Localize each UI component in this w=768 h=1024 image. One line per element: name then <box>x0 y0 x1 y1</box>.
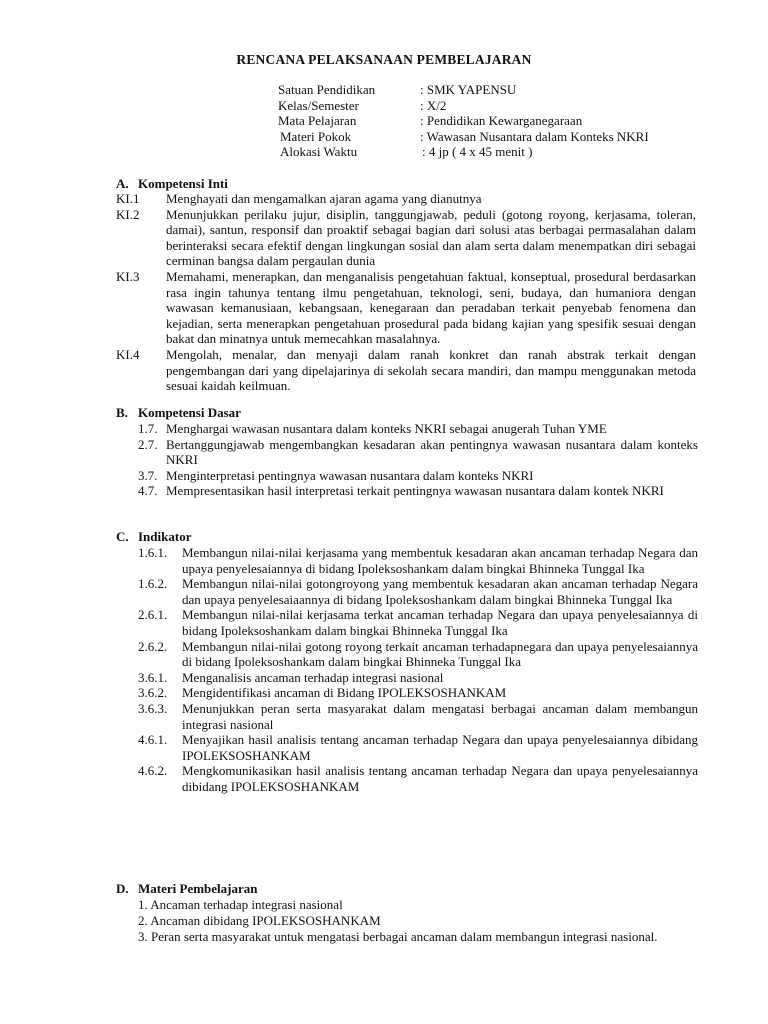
materi-item: 2. Ancaman dibidang IPOLEKSOSHANKAM <box>138 913 381 928</box>
identity-label: Materi Pokok <box>280 128 352 144</box>
item-text: Menganalisis ancaman terhadap integrasi nasional <box>182 669 444 685</box>
item-text: Menunjukkan peran serta masyarakat dalam mengatasi berbagai ancaman dalam membangun integrasi nasional <box>182 700 698 732</box>
item-number: 4.6.2. <box>138 763 168 779</box>
item-text: Menginterpretasi pentingnya wawasan nusantara dalam konteks NKRI <box>166 467 534 483</box>
list-item <box>138 701 698 732</box>
section-letter: A. <box>116 176 129 191</box>
identity-row <box>278 98 649 114</box>
list-item <box>138 576 698 607</box>
list-item <box>116 191 696 207</box>
list-item <box>138 639 698 670</box>
list-item <box>138 670 698 686</box>
item-number: 3.6.1. <box>138 669 168 685</box>
kompetensi-dasar-list <box>138 421 698 499</box>
item-text: Menghargai wawasan nusantara dalam konteks NKRI sebagai anugerah Tuhan YME <box>166 421 607 436</box>
list-item <box>138 685 698 701</box>
list-item <box>138 607 698 638</box>
list-item <box>138 468 698 484</box>
item-number: 1.6.1. <box>138 545 168 560</box>
item-number: 1.6.2. <box>138 576 168 592</box>
item-text: Mempresentasikan hasil interpretasi terkait pentingnya wawasan nusantara dalam kontek NKRI <box>166 483 664 499</box>
materi-item: 1. Ancaman terhadap integrasi nasional <box>138 897 343 912</box>
section-title: Kompetensi Dasar <box>138 405 241 420</box>
kompetensi-inti-list <box>116 191 696 394</box>
item-number: 3.7. <box>138 467 158 483</box>
ki-code: KI.4 <box>116 346 140 362</box>
item-text: Menyajikan hasil analisis tentang ancaman terhadap Negara dan upaya penyelesaiannya dibidang IPOLEKSOSHANKAM <box>182 732 698 763</box>
list-item <box>138 545 698 576</box>
identity-row <box>278 144 649 160</box>
identity-label: Satuan Pendidikan <box>278 82 376 97</box>
identity-row <box>278 129 649 145</box>
section-c-heading <box>116 529 191 545</box>
identity-value: : X/2 <box>420 97 447 113</box>
identity-value: : 4 jp ( 4 x 45 menit ) <box>422 144 533 160</box>
identity-value: : Pendidikan Kewarganegaraan <box>420 113 583 129</box>
ki-code: KI.2 <box>116 206 140 222</box>
section-letter: C. <box>116 529 129 544</box>
ki-code: KI.1 <box>116 191 140 206</box>
document-title: RENCANA PELAKSANAAN PEMBELAJARAN <box>236 52 532 67</box>
item-text: Membangun nilai-nilai gotongroyong yang membentuk kesadaran akan ancaman terhadap Negara dan upaya penyelesaiaannya di bidang Ipoleksoshankam dalam bingkai Bhinneka Tunggal Ika <box>182 576 698 607</box>
identity-label: Kelas/Semester <box>278 97 359 113</box>
list-item <box>138 483 698 499</box>
section-b-heading <box>116 405 241 421</box>
section-title: Kompetensi Inti <box>138 176 228 191</box>
ki-text: Mengolah, menalar, dan menyaji dalam ranah konkret dan ranah abstrak terkait dengan pengembangan dari yang dipelajarinya di sekolah secara mandiri, dan mampu menggunakan metoda sesuai kaidah keilmuan. <box>166 346 696 394</box>
section-letter: D. <box>116 881 129 896</box>
item-text: Membangun nilai-nilai kerjasama yang membentuk kesadaran akan ancaman terhadap Negara dan upaya penyelesaiannya di bidang Ipoleksoshankam dalam bingkai Bhinneka Tunggal Ika <box>182 545 698 576</box>
item-text: Mengidentifikasi ancaman di Bidang IPOLEKSOSHANKAM <box>182 685 507 701</box>
item-number: 2.6.1. <box>138 607 168 623</box>
item-number: 3.6.3. <box>138 700 168 716</box>
list-item <box>116 269 696 347</box>
item-number: 4.7. <box>138 483 158 499</box>
list-item <box>138 421 698 437</box>
item-number: 2.7. <box>138 436 158 452</box>
identity-value: : SMK YAPENSU <box>420 82 517 97</box>
item-text: Bertanggungjawab mengembangkan kesadaran akan pentingnya wawasan nusantara dalam konteks NKRI <box>166 436 698 468</box>
materi-item: 3. Peran serta masyarakat untuk mengatasi berbagai ancaman dalam membangun integrasi nasional. <box>138 929 658 944</box>
identity-value: : Wawasan Nusantara dalam Konteks NKRI <box>420 128 649 144</box>
item-number: 1.7. <box>138 421 158 436</box>
section-d-heading <box>116 881 257 897</box>
identity-label: Mata Pelajaran <box>278 113 357 129</box>
ki-text: Memahami, menerapkan, dan menganalisis pengetahuan faktual, konseptual, prosedural berdasarkan rasa ingin tahunya tentang ilmu pengetahuan, teknologi, seni, budaya, dan humaniora dengan wawasan kemanusiaan, kebangsaan, kenegaraan dan peradaban terkait penyebab fenomena dan kejadian, serta menerapkan pengetahuan prosedural pada bidang kajian yang spesifik sesuai dengan bakat dan minatnya untuk memecahkan masalahnya. <box>166 268 696 347</box>
item-number: 3.6.2. <box>138 685 168 701</box>
list-item <box>138 763 698 794</box>
item-text: Membangun nilai-nilai gotong royong terkait ancaman terhadapnegara dan upaya penyelesaiannya di bidang Ipoleksoshankam dalam bingkai Bhinneka Tunggal Ika <box>182 638 698 670</box>
section-title: Indikator <box>138 529 192 544</box>
section-a-heading <box>116 176 228 192</box>
list-item <box>138 732 698 763</box>
item-number: 4.6.1. <box>138 732 168 748</box>
section-letter: B. <box>116 405 128 420</box>
identity-row <box>278 113 649 129</box>
item-text: Membangun nilai-nilai kerjasama terkat ancaman terhadap Negara dan upaya penyelesaiannya di bidang Ipoleksoshankam dalam bingkai Bhinneka Tunggal Ika <box>182 607 698 638</box>
identity-block <box>278 82 649 160</box>
indikator-list <box>138 545 698 795</box>
list-item <box>138 437 698 468</box>
item-text: Mengkomunikasikan hasil analisis tentang ancaman terhadap Negara dan upaya penyelesaiannya dibidang IPOLEKSOSHANKAM <box>182 763 698 794</box>
section-title: Materi Pembelajaran <box>138 881 258 896</box>
ki-text: Menunjukkan perilaku jujur, disiplin, tanggungjawab, peduli (gotong royong, kerjasama, toleran, damai), santun, responsif dan proaktif sebagai bagian dari solusi atas berbagai permasalahan dalam berinteraksi secara efektif dengan lingkungan sosial dan alam serta dalam menempatkan diri sebagai cerminan bangsa dalam pergaulan dunia <box>166 206 696 269</box>
list-item <box>116 207 696 269</box>
item-number: 2.6.2. <box>138 638 168 654</box>
identity-label: Alokasi Waktu <box>280 144 358 160</box>
ki-code: KI.3 <box>116 268 140 284</box>
identity-row <box>278 82 649 98</box>
list-item <box>116 347 696 394</box>
ki-text: Menghayati dan mengamalkan ajaran agama yang dianutnya <box>166 191 482 206</box>
